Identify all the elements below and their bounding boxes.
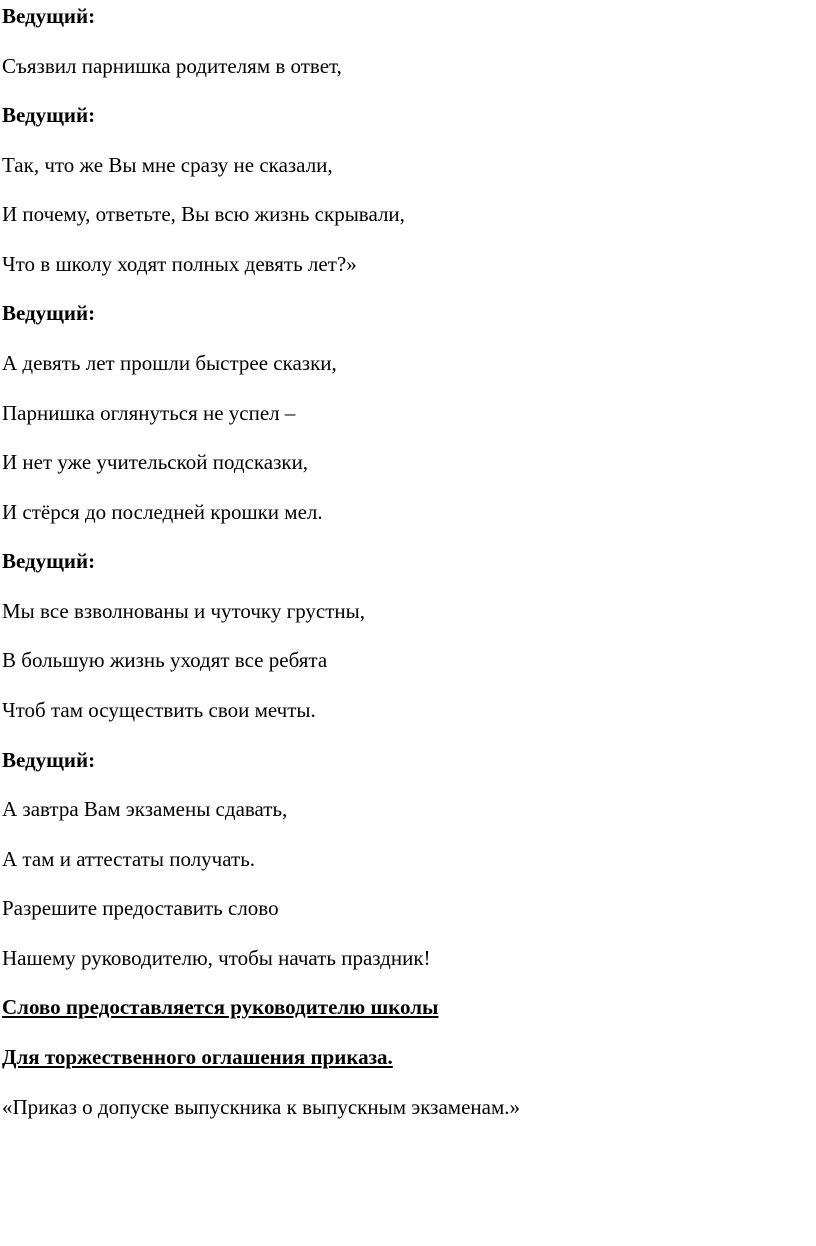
verse-line: В большую жизнь уходят все ребята <box>2 648 328 672</box>
speaker-label: Ведущий: <box>2 549 96 573</box>
verse-line: Парнишка оглянуться не успел – <box>2 401 296 425</box>
speaker-label: Ведущий: <box>2 103 96 127</box>
speaker-label: Ведущий: <box>2 4 96 28</box>
verse-line: И нет уже учительской подсказки, <box>2 450 309 474</box>
order-title-line: «Приказ о допуске выпускника к выпускным экзаменам.» <box>2 1095 521 1119</box>
verse-line: Нашему руководителю, чтобы начать праздник! <box>2 946 431 970</box>
verse-line: Чтоб там осуществить свои мечты. <box>2 698 316 722</box>
verse-line: Съязвил парнишка родителям в ответ, <box>2 54 342 78</box>
stage-instruction: Слово предоставляется руководителю школы <box>2 995 439 1019</box>
speaker-label: Ведущий: <box>2 748 96 772</box>
verse-line: Так, что же Вы мне сразу не сказали, <box>2 153 333 177</box>
verse-line: И стёрся до последней крошки мел. <box>2 500 323 524</box>
verse-line: Мы все взволнованы и чуточку грустны, <box>2 599 366 623</box>
verse-line: Разрешите предоставить слово <box>2 896 279 920</box>
stage-instruction: Для торжественного оглашения приказа. <box>2 1045 393 1069</box>
verse-line: Что в школу ходят полных девять лет?» <box>2 252 357 276</box>
verse-line: А там и аттестаты получать. <box>2 847 256 871</box>
verse-line: И почему, ответьте, Вы всю жизнь скрывали, <box>2 202 405 226</box>
verse-line: А завтра Вам экзамены сдавать, <box>2 797 288 821</box>
verse-line: А девять лет прошли быстрее сказки, <box>2 351 337 375</box>
speaker-label: Ведущий: <box>2 301 96 325</box>
